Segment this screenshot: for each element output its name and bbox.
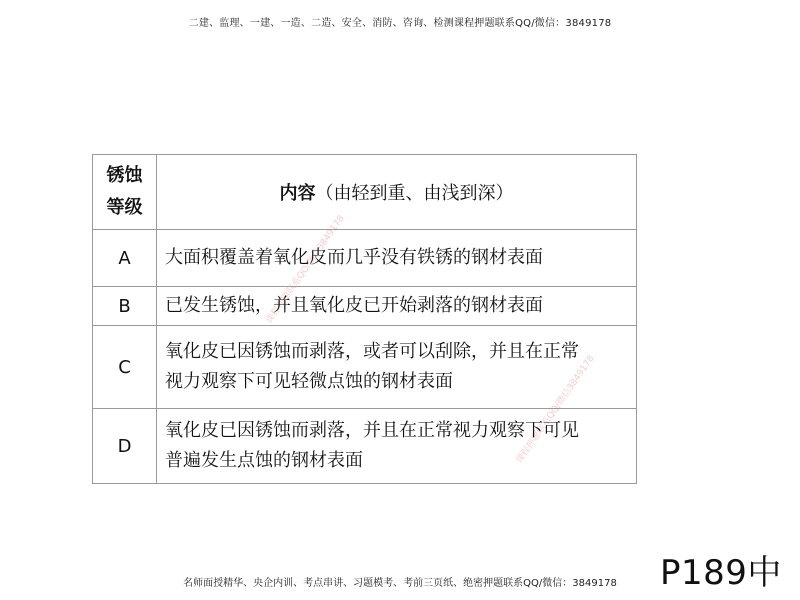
- table-header-row: [93, 155, 637, 230]
- table-row: [93, 230, 637, 287]
- description-cell: [157, 326, 637, 409]
- description-line: 已发生锈蚀，并且氧化皮已开始剥落的钢材表面: [165, 295, 543, 316]
- grade-header-line2: 等级: [106, 197, 143, 218]
- content-header-note: （由轻到重、由浅到深）: [315, 183, 514, 204]
- table-row: [93, 326, 637, 409]
- grade-cell: D: [93, 409, 157, 484]
- description-cell: [157, 230, 637, 287]
- description-line: 视力观察下可见轻微点蚀的钢材表面: [165, 371, 453, 392]
- grade-header: [93, 155, 157, 230]
- grade-cell: B: [93, 287, 157, 326]
- watermark: 课程押题联系QQ/微信3849178: [264, 213, 347, 326]
- footer-banner: 名师面授精华、央企内训、考点串讲、习题模考、考前三页纸、绝密押题联系QQ/微信：3849178: [183, 578, 617, 589]
- header-banner: 二建、监理、一建、一造、二造、安全、消防、咨询、检测课程押题联系QQ/微信：3849178: [188, 18, 612, 29]
- description-line: 普遍发生点蚀的钢材表面: [165, 450, 363, 471]
- content-header: [157, 155, 637, 230]
- rust-grade-table: [92, 154, 637, 484]
- grade-cell: A: [93, 230, 157, 287]
- grade-header-line1: 锈蚀: [106, 165, 143, 186]
- table-row: [93, 409, 637, 484]
- description-cell: [157, 409, 637, 484]
- description-cell: [157, 287, 637, 326]
- page-reference: P189中: [660, 553, 782, 593]
- description-line: 氧化皮已因锈蚀而剥落，或者可以刮除，并且在正常: [165, 341, 579, 362]
- description-line: 氧化皮已因锈蚀而剥落，并且在正常视力观察下可见: [165, 420, 579, 441]
- description-line: 大面积覆盖着氧化皮而几乎没有铁锈的钢材表面: [165, 247, 543, 268]
- watermark: 课程押题联系QQ/微信3849178: [514, 353, 597, 466]
- table-row: [93, 287, 637, 326]
- content-header-main: 内容: [279, 183, 316, 204]
- grade-cell: C: [93, 326, 157, 409]
